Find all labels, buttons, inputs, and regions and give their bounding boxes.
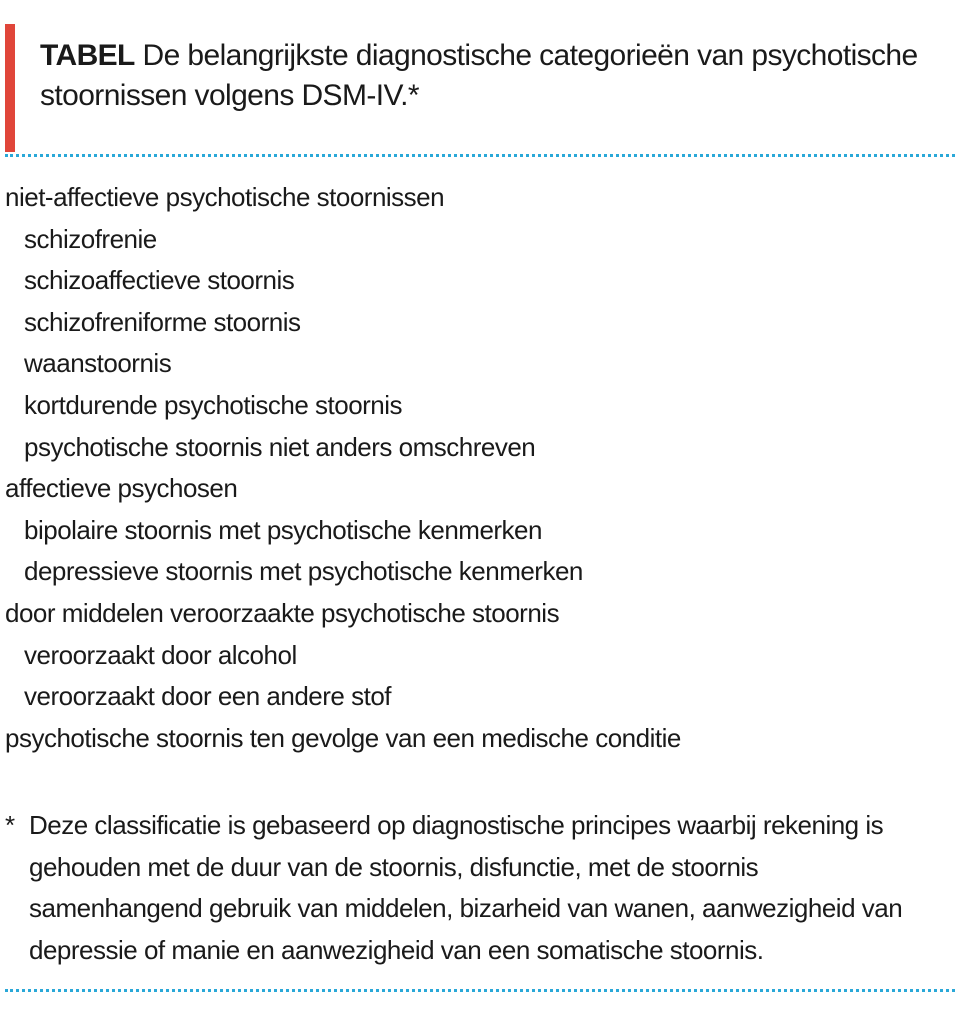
footnote [5,805,950,971]
category-item: depressieve stoornis met psychotische kenmerken [24,556,583,587]
table-label: TABEL [40,39,135,72]
table-title-text: De belangrijkste diagnostische categorieën van psychotische stoornissen volgens DSM-IV.* [40,39,918,112]
category-item: psychotische stoornis niet anders omschreven [24,431,536,462]
accent-bar [5,24,15,152]
footnote-marker: * [5,810,15,840]
category-item: schizofrenie [24,223,157,254]
bottom-divider [5,989,955,992]
top-divider [5,154,955,157]
category-item: bipolaire stoornis met psychotische kenmerken [24,514,542,545]
category-heading: psychotische stoornis ten gevolge van een medische conditie [5,722,681,753]
category-item: schizoaffectieve stoornis [24,265,295,296]
table-title [40,36,945,116]
category-item: waanstoornis [24,348,172,379]
category-heading: niet-affectieve psychotische stoornissen [5,182,445,212]
footnote-text: Deze classificatie is gebaseerd op diagnostische principes waarbij rekening is gehouden met de duur van de stoornis, disfunctie, met de stoornis samenhangend gebruik van middelen, bizarheid van wanen, aanwezigheid van depressie of manie en aanwezigheid van een somatische stoornis. [29,810,903,965]
category-item: schizofreniforme stoornis [24,306,301,337]
category-heading: affectieve psychosen [5,473,238,504]
category-list [5,177,950,759]
table-header [0,24,959,152]
category-item: kortdurende psychotische stoornis [24,389,403,420]
category-heading: door middelen veroorzaakte psychotische stoornis [5,597,560,628]
category-item: veroorzaakt door alcohol [24,639,297,670]
category-item: veroorzaakt door een andere stof [24,681,392,712]
